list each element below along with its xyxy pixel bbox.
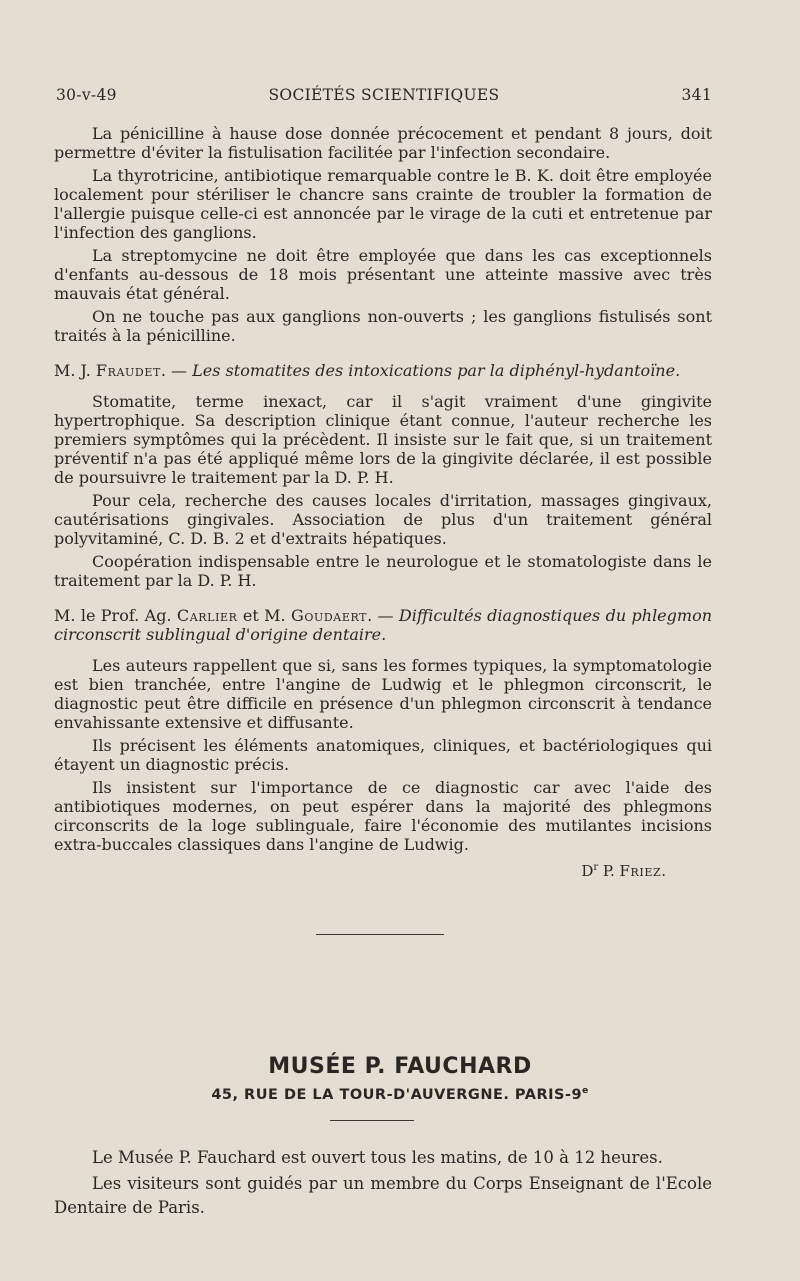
paragraph: Pour cela, recherche des causes locales d'irritation, massages gingivaux, cautérisations gingivales. Association de plus d'un traitement général polyvitaminé, C. D. B. 2 et d'extraits hépatiques. xyxy=(54,491,712,548)
author-name: Carlier xyxy=(176,606,238,625)
divider-rule xyxy=(316,934,444,935)
header-date: 30-v-49 xyxy=(56,86,117,104)
author-name: Goudaert xyxy=(291,606,368,625)
paragraph: La thyrotricine, antibiotique remarquable contre le B. K. doit être employée localement pour stériliser le chancre sans crainte de troubler la formation de l'allergie puisque celle-ci est annoncée par le virage de la cuti et entretenue par l'infection des ganglions. xyxy=(54,166,712,242)
divider-rule xyxy=(330,1120,414,1121)
communication-heading: M. J. Fraudet. — Les stomatites des intoxications par la diphényl-hydantoïne. xyxy=(54,361,681,380)
paragraph: Stomatite, terme inexact, car il s'agit vraiment d'une gingivite hypertrophique. Sa description clinique étant connue, l'auteur recherche les premiers symptômes qui la précèdent. Il insiste sur le fait que, si un traitement préventif n'a pas été appliqué même lors de la gingivite déclarée, il est possible de poursuivre le traitement par la D. P. H. xyxy=(54,392,712,487)
communication-title: Difficultés diagnostiques du phlegmon circonscrit sublingual d'origine dentaire. xyxy=(54,606,713,644)
paragraph: On ne touche pas aux ganglions non-ouverts ; les ganglions fistulisés sont traités à la pénicilline. xyxy=(54,307,712,345)
communication-heading: M. le Prof. Ag. Carlier et M. Goudaert. — Difficultés diagnostiques du phlegmon circonscrit sublingual d'origine dentaire. xyxy=(54,606,713,644)
paragraph: Les auteurs rappellent que si, sans les formes typiques, la symptomatologie est bien tranchée, entre l'angine de Ludwig et le phlegmon circonscrit, le diagnostic peut être difficile en présence d'un phlegmon circonscrit à tendance envahissante extensive et diffusante. xyxy=(54,656,712,732)
signature: $D^r$ P. Friez. xyxy=(581,862,666,880)
article-body xyxy=(54,124,712,885)
paragraph: Le Musée P. Fauchard est ouvert tous les matins, de 10 à 12 heures. xyxy=(92,1148,663,1167)
paragraph: Les visiteurs sont guidés par un membre du Corps Enseignant de l'Ecole Dentaire de Paris. xyxy=(54,1174,712,1217)
author-name: Fraudet xyxy=(95,361,161,380)
communication-title: Les stomatites des intoxications par la diphényl-hydantoïne. xyxy=(192,361,681,380)
paragraph: La streptomycine ne doit être employée que dans les cas exceptionnels d'enfants au-dessous de 18 mois présentant une atteinte massive avec très mauvais état général. xyxy=(54,246,712,303)
paragraph: Ils précisent les éléments anatomiques, cliniques, et bactériologiques qui étayent un diagnostic précis. xyxy=(54,736,712,774)
paragraph: Coopération indispensable entre le neurologue et le stomatologiste dans le traitement par la D. P. H. xyxy=(54,552,712,590)
paragraph: La pénicilline à hause dose donnée précocement et pendant 8 jours, doit permettre d'éviter la fistulisation facilitée par l'infection secondaire. xyxy=(54,124,712,162)
paragraph: Ils insistent sur l'importance de ce diagnostic car avec l'aide des antibiotiques modernes, on peut espérer dans la majorité des phlegmons circonscrits de la loge sublinguale, faire l'économie des mutilantes incisions extra-buccales classiques dans l'angine de Ludwig. xyxy=(54,778,712,854)
museum-address: 45, RUE DE LA TOUR-D'AUVERGNE. PARIS-9e xyxy=(211,1086,589,1103)
header-section-title: SOCIÉTÉS SCIENTIFIQUES xyxy=(268,86,500,104)
header-page-number: 341 xyxy=(681,86,712,104)
museum-notice xyxy=(54,1146,712,1222)
museum-title: MUSÉE P. FAUCHARD xyxy=(268,1054,532,1079)
